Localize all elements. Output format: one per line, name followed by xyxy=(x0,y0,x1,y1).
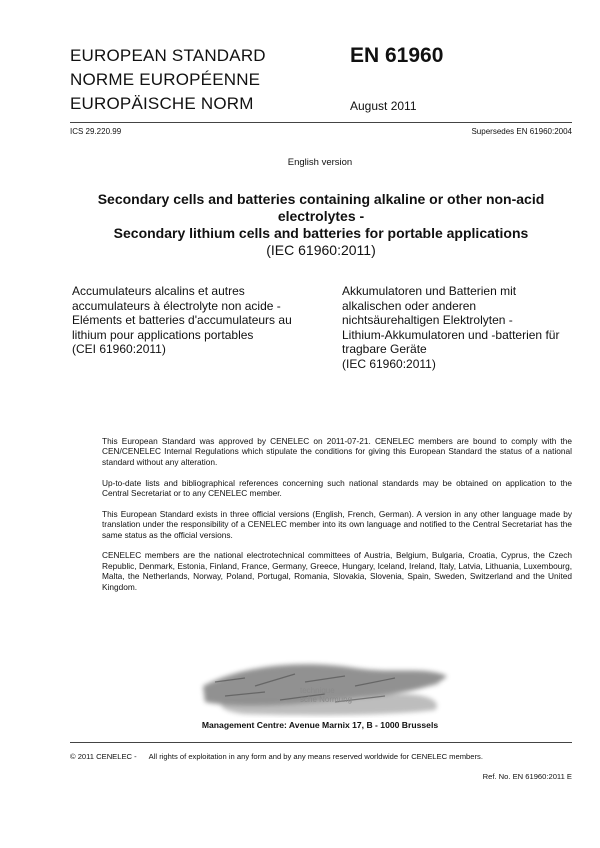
title-line-3: Secondary lithium cells and batteries for portable applications xyxy=(113,225,529,241)
german-title xyxy=(342,284,582,372)
document-title xyxy=(70,191,572,259)
members-paragraph: CENELEC members are the national electrotechnical committees of Austria, Belgium, Bulgaria, Croatia, Cyprus, the Czech Republic, Denmark, Estonia, Finland, France, Germany, Greece, Hungary, Iceland, Ireland, Italy, Latvia, Lithuania, Luxembourg, Malta, the Netherlands, Norway, Poland, Portugal, Romania, Slovakia, Slovenia, Spain, Sweden, Switzerland and the United Kingdom. xyxy=(102,550,572,592)
title-reference: (IEC 61960:2011) xyxy=(266,242,376,258)
german-title-line: Lithium-Akkumulatoren und -batterien für xyxy=(342,327,560,342)
stamp-text-line: technique xyxy=(300,686,335,695)
german-title-line: tragbare Geräte xyxy=(342,342,427,357)
german-title-line: (IEC 61960:2011) xyxy=(342,356,436,371)
supersedes-note: Supersedes EN 61960:2004 xyxy=(471,127,572,136)
approval-paragraph: This European Standard was approved by CENELEC on 2011-07-21. CENELEC members are bound to comply with the CEN/CENELEC Internal Regulations which stipulate the conditions for giving this European Standard the status of a national standard without any alteration. xyxy=(102,436,572,467)
ics-code: ICS 29.220.99 xyxy=(70,127,122,136)
title-line-2: electrolytes - xyxy=(277,208,365,224)
references-paragraph: Up-to-date lists and bibliographical references concerning such national standards may be obtained on application to the Central Secretariat or to any CENELEC member. xyxy=(102,477,572,499)
management-centre-address: Management Centre: Avenue Marnix 17, B - 1000 Brussels xyxy=(201,720,439,730)
legal-notice xyxy=(102,436,572,602)
french-title-line: Eléments et batteries d'accumulateurs au xyxy=(72,313,292,328)
german-title-line: nichtsäurehaltigen Elektrolyten - xyxy=(342,313,513,328)
title-english: EUROPEAN STANDARD xyxy=(70,46,266,65)
french-title-line: Accumulateurs alcalins et autres xyxy=(72,284,245,298)
rights-statement: All rights of exploitation in any form and by any means reserved worldwide for CENELEC members. xyxy=(148,752,483,761)
title-french: NORME EUROPÉENNE xyxy=(70,70,261,89)
standard-type-titles xyxy=(70,44,266,116)
german-title-line: Akkumulatoren und Batterien mit xyxy=(342,284,517,298)
title-german: EUROPÄISCHE NORM xyxy=(70,94,254,113)
standard-number: EN 61960 xyxy=(350,44,444,67)
publication-date: August 2011 xyxy=(350,99,417,113)
header-divider xyxy=(70,122,572,123)
french-title xyxy=(72,284,312,357)
title-line-1: Secondary cells and batteries containing alkaline or other non-acid xyxy=(97,191,545,207)
stamp-text-line: sche Normung xyxy=(300,695,353,704)
french-title-line: lithium pour applications portables xyxy=(72,327,254,342)
copyright-notice xyxy=(70,752,483,761)
version-label: English version xyxy=(287,157,353,168)
versions-paragraph: This European Standard exists in three official versions (English, French, German). A version in any other language made by translation under the responsibility of a CENELEC member into its own language and notified to the Central Secretariat has the same status as the official versions. xyxy=(102,508,572,540)
reference-number: Ref. No. EN 61960:2011 E xyxy=(482,772,572,781)
copyright-holder: © 2011 CENELEC - xyxy=(70,752,137,761)
french-title-line: (CEI 61960:2011) xyxy=(72,342,166,357)
french-title-line: accumulateurs à électrolyte non acide - xyxy=(72,298,281,313)
footer-divider xyxy=(70,742,572,743)
german-title-line: alkalischen oder anderen xyxy=(342,298,477,313)
stamp-text xyxy=(300,686,352,704)
